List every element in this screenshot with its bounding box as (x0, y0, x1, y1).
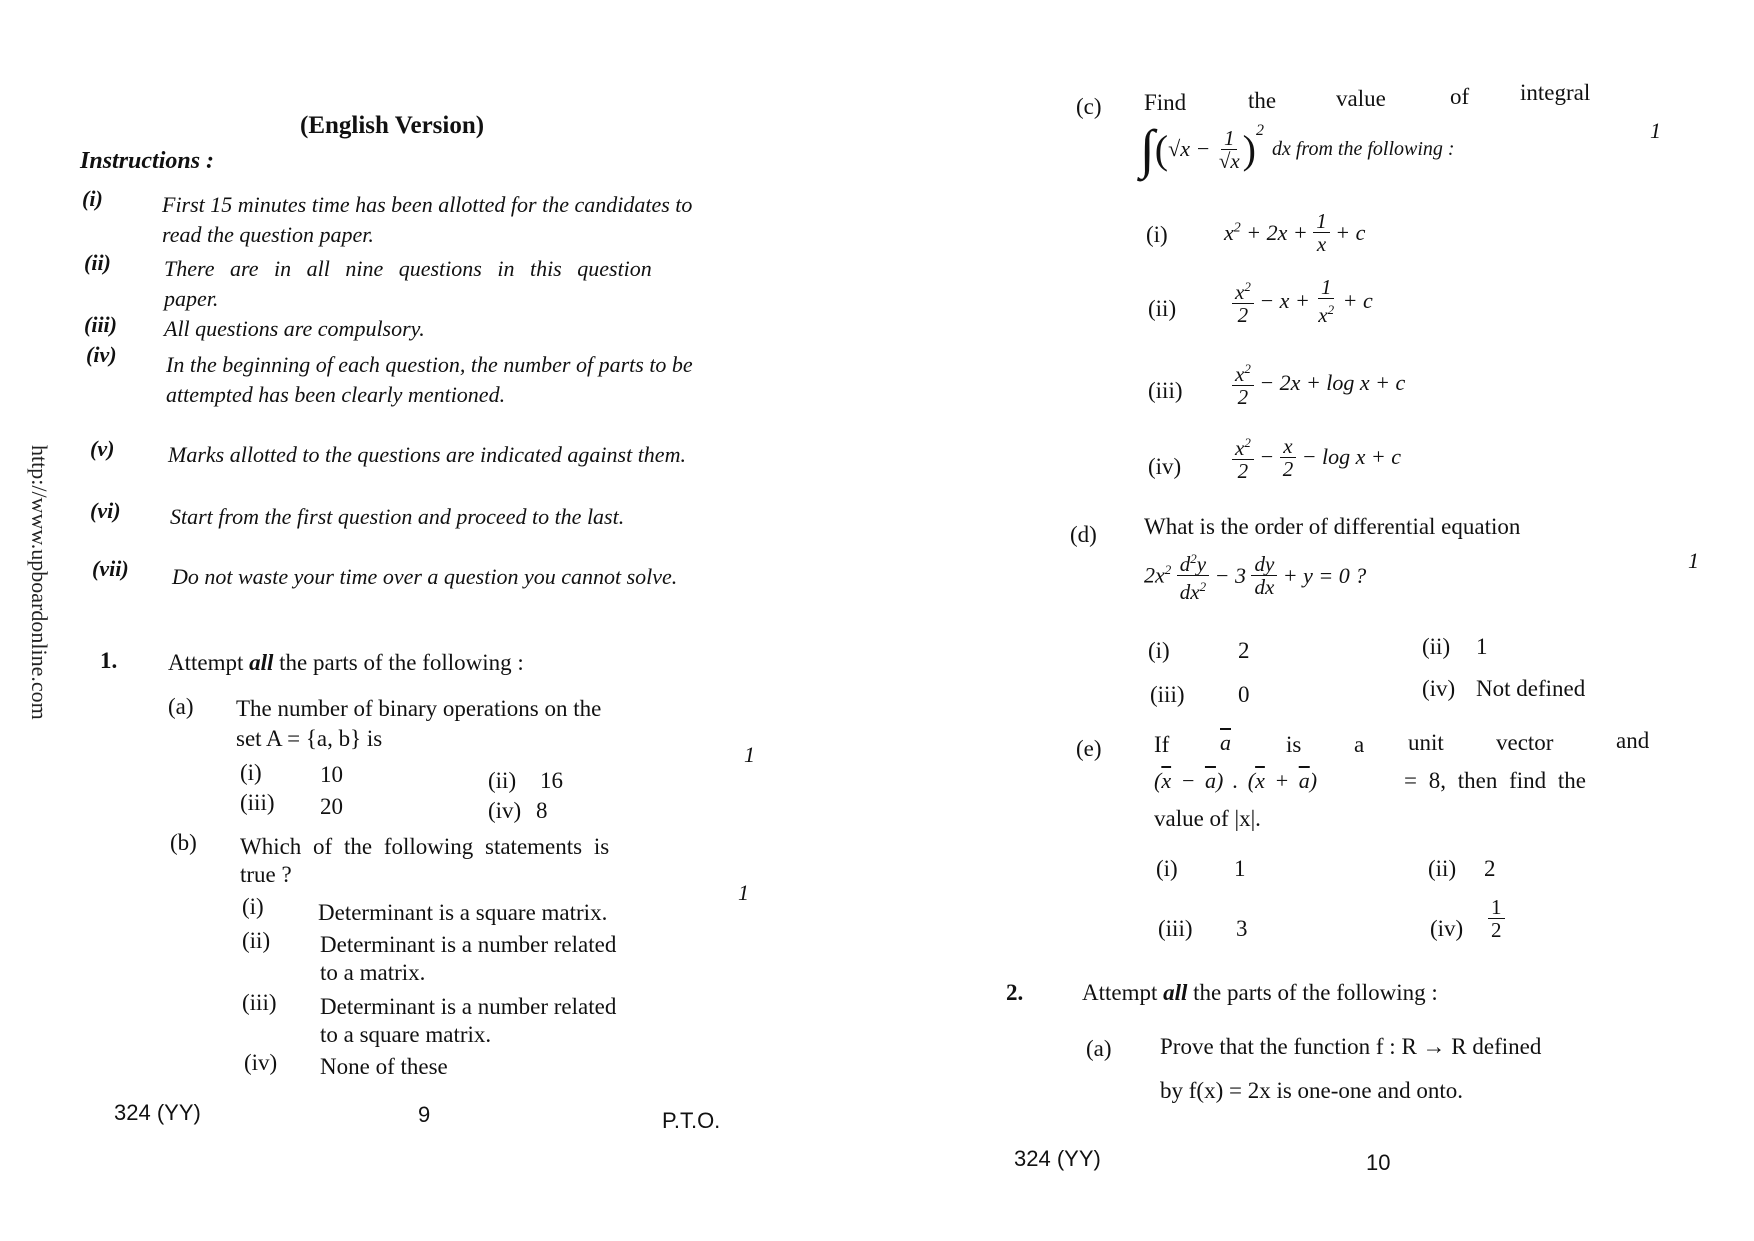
part-word: a (1354, 732, 1365, 757)
option-label: (iv) (488, 798, 522, 823)
option-text: Determinant is a number related (320, 994, 617, 1019)
instruction-number: (iv) (86, 342, 117, 367)
marks: 1 (1650, 118, 1661, 143)
part-label: (c) (1076, 94, 1102, 119)
instruction-number: (iii) (84, 312, 117, 337)
part-text-line: Prove that the function f : R → R defined (1160, 1034, 1542, 1059)
instruction-number: (v) (90, 436, 115, 461)
instruction-number: (ii) (84, 250, 111, 275)
option-value: 3 (1236, 916, 1248, 941)
option-label: (i) (1156, 856, 1178, 881)
option-value: 2 (1484, 856, 1496, 881)
option-text: Determinant is a number related (320, 932, 617, 957)
option-value: 2 (1238, 638, 1250, 663)
question-text: the parts of the following : (1187, 980, 1438, 1005)
math-term: √x − (1168, 136, 1216, 161)
fraction: $\frac{x^2}{2}$ (1232, 276, 1254, 326)
part-word: is (1286, 732, 1302, 757)
instruction-text: All questions are compulsory. (164, 316, 425, 341)
part-label: (e) (1076, 736, 1102, 761)
paper-code: 324 (YY) (1014, 1146, 1101, 1171)
instruction-text: In the beginning of each question, the number of parts to be attempted has been clearly mentioned. (166, 352, 693, 407)
part-text-line: set A = {a, b} is (236, 726, 383, 751)
option-expression: $\frac{x^2}{2}$ − x + $\frac{1}{x^2}$ + c (1232, 276, 1373, 326)
paren: ( (1154, 126, 1169, 172)
marks: 1 (1688, 548, 1699, 573)
part-label: (b) (170, 830, 197, 855)
fraction: $\frac{x^2}{2}$ (1232, 358, 1254, 408)
part-word: integral (1520, 80, 1591, 105)
paper-code: 324 (YY) (114, 1100, 201, 1125)
vector-expression: $(\overline{x} - \overline{a})$ . $(\overline{x} + \overline{a})$ (1154, 768, 1318, 793)
option-label: (ii) (488, 768, 517, 793)
marks: 1 (738, 880, 749, 905)
integral-sign: ∫ (1140, 119, 1155, 179)
instruction-text: There are in all nine questions in this question paper. (164, 256, 652, 311)
question-emphasis: all (249, 650, 274, 675)
option-label: (i) (240, 760, 262, 785)
instructions-heading: Instructions : (80, 148, 215, 174)
part-label: (a) (168, 694, 194, 719)
integral-expression (1140, 119, 1455, 179)
part-text-line: by f(x) = 2x is one-one and onto. (1160, 1078, 1463, 1103)
option-text: None of these (320, 1054, 448, 1079)
page-number: 10 (1366, 1150, 1391, 1175)
option-label: (iii) (1158, 916, 1193, 941)
option-label: (ii) (1422, 634, 1451, 659)
option-value: 10 (320, 762, 343, 787)
option-value: Not defined (1476, 676, 1586, 701)
page-number: 9 (418, 1102, 431, 1127)
option-label: (i) (242, 894, 264, 919)
option-label: (i) (1146, 222, 1168, 247)
vector-a: $\overline{a}$ (1220, 730, 1231, 755)
part-label: (d) (1070, 522, 1097, 547)
instruction-text: Do not waste your time over a question you cannot solve. (172, 564, 678, 589)
question-number: 1. (100, 648, 118, 673)
instruction-number: (i) (82, 186, 103, 211)
option-value: 1 (1476, 634, 1488, 659)
instruction-number: (vi) (90, 498, 121, 523)
question-number: 2. (1006, 980, 1024, 1005)
question-text: Attempt (168, 650, 250, 675)
option-value: 1 (1234, 856, 1246, 881)
option-value: 8 (536, 798, 548, 823)
fraction: $\frac{1}{x}$ (1313, 210, 1330, 255)
instruction-text: Marks allotted to the questions are indicated against them. (168, 442, 686, 467)
option-expression: $x^2 + 2x$ + $\frac{1}{x}$ + c (1224, 209, 1366, 256)
exponent: 2 (1256, 122, 1264, 139)
fraction: $\frac{1}{√x}$ (1218, 125, 1240, 173)
part-text-line: true ? (240, 862, 292, 887)
option-label: (ii) (1428, 856, 1457, 881)
part-text-line: = 8, then find the (1404, 768, 1586, 793)
option-label: (ii) (242, 928, 271, 953)
part-text-line: value of |x|. (1154, 806, 1261, 831)
version-title: (English Version) (300, 112, 485, 139)
watermark-url: http://www.upboardonline.com (27, 445, 52, 720)
paren: ) (1242, 126, 1256, 172)
question-text: Attempt (1082, 980, 1164, 1005)
part-word: Find (1144, 90, 1187, 115)
part-word: and (1616, 728, 1650, 753)
part-label: (a) (1086, 1036, 1112, 1061)
part-word: of (1450, 84, 1470, 109)
option-text: to a square matrix. (320, 1022, 492, 1047)
part-word: vector (1496, 730, 1554, 755)
question-text: the parts of the following : (273, 650, 524, 675)
instruction-number: (vii) (92, 556, 129, 581)
option-value: 0 (1238, 682, 1250, 707)
option-label: (iv) (1430, 916, 1464, 941)
option-value: 20 (320, 794, 343, 819)
option-expression: $\frac{x^2}{2}$ − $\frac{x}{2}$ − log x + c (1232, 432, 1401, 482)
fraction: $\frac{x}{2}$ (1280, 435, 1297, 480)
part-text-line: What is the order of differential equation (1144, 514, 1521, 539)
part-text-tail: dx from the following : (1272, 137, 1455, 160)
option-text: Determinant is a square matrix. (318, 900, 608, 925)
option-label: (iv) (1148, 454, 1182, 479)
option-value-fraction (1488, 896, 1505, 941)
fraction: $\frac{x^2}{2}$ (1232, 432, 1254, 482)
option-label: (iii) (240, 790, 275, 815)
option-label: (iii) (242, 990, 277, 1015)
fraction: $\frac{1}{x^2}$ (1318, 275, 1335, 327)
fraction: $\frac{dy}{dx}$ (1251, 553, 1277, 598)
part-word: If (1154, 732, 1170, 757)
option-label: (ii) (1148, 296, 1177, 321)
instruction-text: Start from the first question and proceed to the last. (170, 504, 625, 529)
option-label: (iii) (1150, 682, 1185, 707)
part-word: the (1248, 88, 1277, 113)
option-label: (iii) (1148, 378, 1183, 403)
option-label: (i) (1148, 638, 1170, 663)
option-value: 16 (540, 768, 563, 793)
fraction: $\frac{1}{2}$ (1488, 896, 1505, 941)
option-text: to a matrix. (320, 960, 426, 985)
option-expression: $\frac{x^2}{2}$ − 2x + log x + c (1232, 358, 1405, 408)
question-emphasis: all (1163, 980, 1188, 1005)
differential-equation: $2x^2$ $\frac{d^2y}{dx^2}$ − 3 $\frac{dy}{dx}$ + y = 0 ? (1144, 548, 1366, 603)
question-instruction (1082, 980, 1438, 1006)
question-instruction (168, 650, 524, 676)
option-label: (iv) (1422, 676, 1456, 701)
part-word: value (1336, 86, 1386, 111)
part-text-line: The number of binary operations on the (236, 696, 602, 721)
part-word: unit (1408, 730, 1444, 755)
marks: 1 (744, 742, 755, 767)
instruction-text: First 15 minutes time has been allotted for the candidates to read the question paper. (162, 192, 693, 247)
pto-label: P.T.O. (662, 1108, 721, 1133)
part-text-line: Which of the following statements is (240, 834, 610, 859)
option-label: (iv) (244, 1050, 278, 1075)
fraction: $\frac{d^2y}{dx^2}$ (1177, 548, 1209, 603)
